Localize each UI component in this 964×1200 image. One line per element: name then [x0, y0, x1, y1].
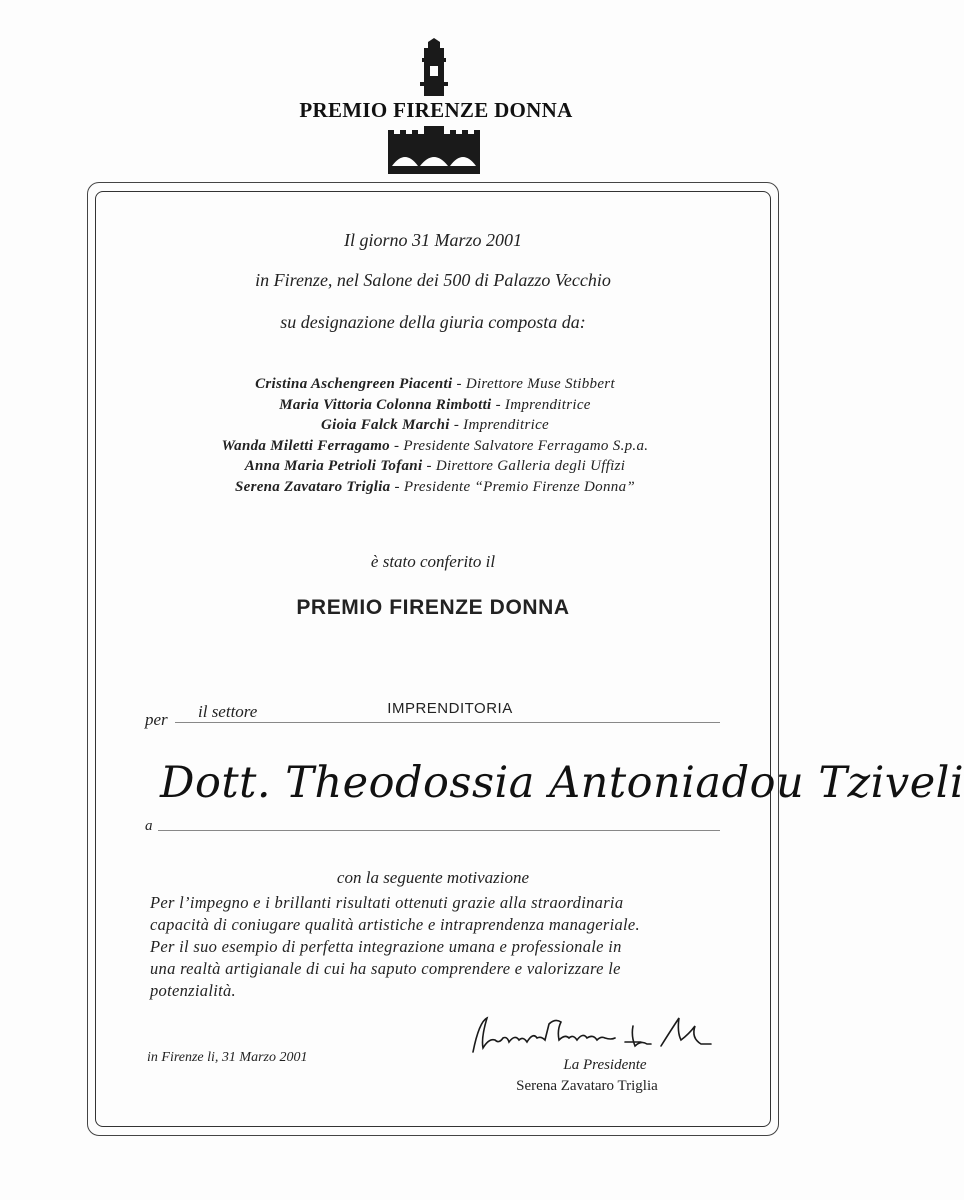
president-title: La Presidente [563, 1057, 647, 1073]
jury-member-name: Gioia Falck Marchi [321, 417, 450, 433]
motivation-line: potenzialità. [150, 981, 236, 1000]
tower-emblem-icon [414, 38, 454, 96]
place-date: in Firenze li, 31 Marzo 2001 [147, 1050, 308, 1065]
jury-member-role: - Imprenditrice [453, 417, 549, 433]
jury-member-name: Cristina Aschengreen Piacenti [255, 376, 453, 392]
jury-member-name: Anna Maria Petrioli Tofani [244, 458, 423, 474]
jury-member-name: Serena Zavataro Triglia [234, 478, 391, 495]
recipient-name: Dott. Theodossia Antoniadou Tziveli [160, 758, 964, 808]
jury-member-name: Maria Vittoria Colonna Rimbotti [279, 396, 492, 413]
motivation-line: capacità di coniugare qualità artistiche e intraprendenza manageriale. [150, 915, 640, 934]
president-signature [465, 1008, 725, 1058]
intro-date-line: Il giorno 31 Marzo 2001 [343, 230, 522, 250]
jury-member [120, 477, 750, 498]
sector-underline [175, 722, 720, 723]
motivation-line: una realtà artigianale di cui ha saputo comprendere e valorizzare le [150, 959, 621, 978]
jury-member [120, 374, 750, 395]
intro-location-line: in Firenze, nel Salone dei 500 di Palazzo Vecchio [255, 270, 611, 290]
jury-member-name: Wanda Miletti Ferragamo [221, 437, 390, 454]
jury-member-role: - Direttore Muse Stibbert [456, 376, 615, 392]
jury-member-role: - Presidente “Premio Firenze Donna” [394, 478, 636, 495]
header-title: PREMIO FIRENZE DONNA [299, 98, 573, 122]
sector-value: IMPRENDITORIA [387, 700, 513, 717]
jury-member-role: - Imprenditrice [495, 396, 591, 413]
intro-jury-line: su designazione della giuria composta da: [280, 312, 586, 332]
jury-member [120, 395, 750, 416]
motivation-heading: con la seguente motivazione [336, 868, 530, 887]
sector-prefix: per [145, 710, 168, 729]
jury-list [120, 374, 750, 497]
recipient-prefix: a [145, 818, 153, 834]
motivation-line: Per l’impegno e i brillanti risultati ottenuti grazie alla straordinaria [150, 893, 624, 912]
jury-member-role: - Direttore Galleria degli Uffizi [426, 458, 626, 474]
award-title: PREMIO FIRENZE DONNA [296, 596, 570, 619]
jury-member [120, 456, 750, 477]
motivation-text [150, 892, 750, 1002]
bridge-emblem-icon [388, 126, 480, 174]
motivation-line: Per il suo esempio di perfetta integrazione umana e professionale in [150, 937, 622, 956]
jury-member [120, 436, 750, 457]
recipient-underline [158, 830, 720, 831]
jury-member-role: - Presidente Salvatore Ferragamo S.p.a. [394, 437, 649, 454]
jury-member [120, 415, 750, 436]
sector-label: il settore [198, 702, 258, 721]
president-name: Serena Zavataro Triglia [516, 1078, 658, 1094]
award-conferred-text: è stato conferito il [370, 552, 496, 571]
